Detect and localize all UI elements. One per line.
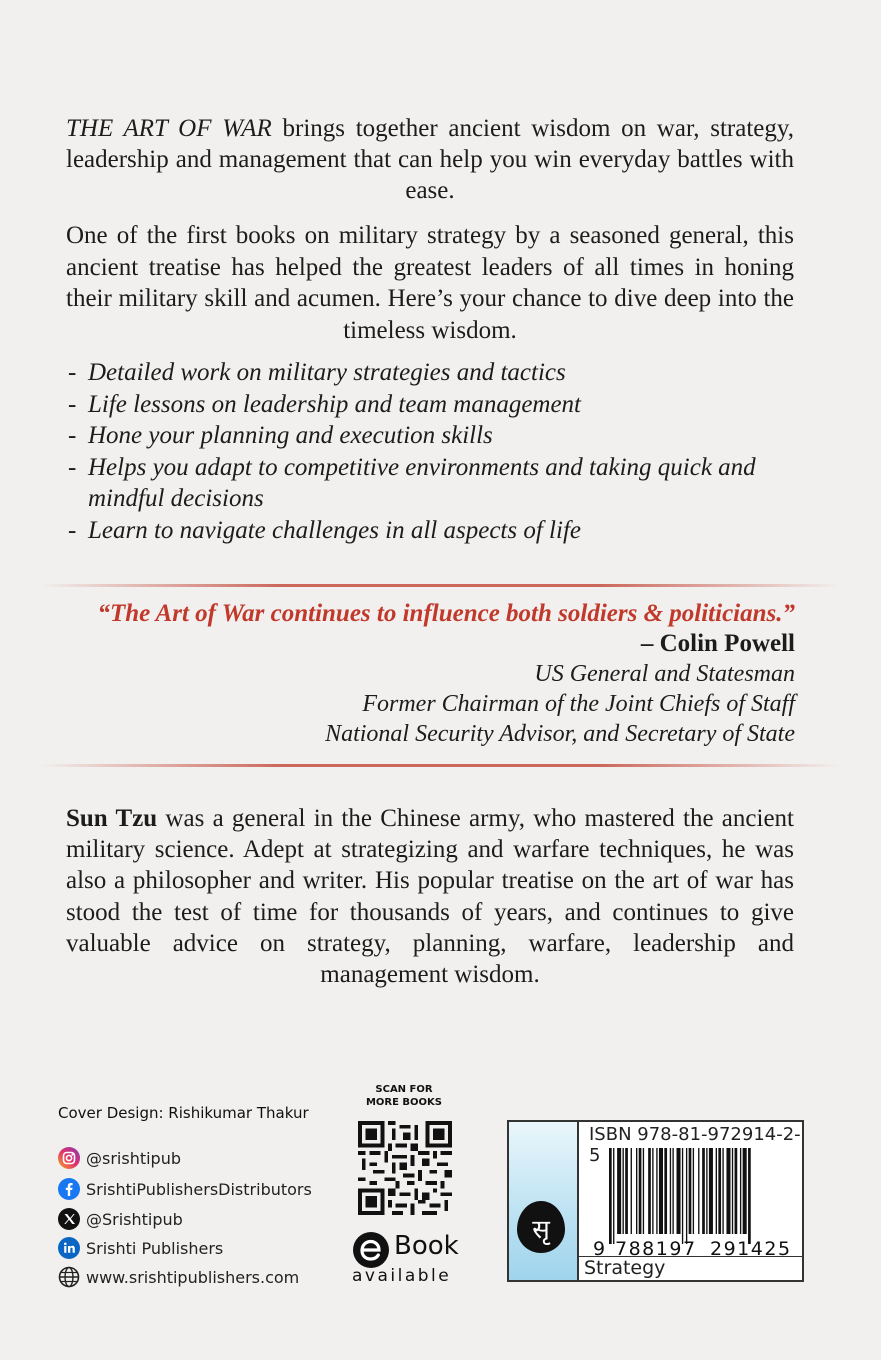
barcode-bar: [652, 1148, 653, 1234]
x-icon: [58, 1208, 80, 1230]
instagram-icon: [58, 1147, 80, 1169]
barcode-bar: [743, 1148, 747, 1234]
quote-author: – Colin Powell: [640, 630, 795, 657]
social-linkedin[interactable]: [58, 1237, 223, 1259]
barcode-bar: [722, 1148, 723, 1234]
barcode-bar: [740, 1148, 741, 1234]
publisher-logo-glyph: सृ: [532, 1215, 550, 1245]
barcode-bar: [748, 1148, 751, 1244]
barcode-bar: [698, 1148, 699, 1234]
publisher-logo-strip: [509, 1122, 579, 1280]
barcode-bar: [648, 1148, 651, 1234]
social-label: @Srishtipub: [86, 1209, 183, 1229]
barcode-bar: [726, 1148, 730, 1234]
intro-text: brings together ancient wisdom on war, strategy, leadership and management that can help you win everyday battles with ease.: [66, 115, 794, 204]
barcode-bar: [643, 1148, 644, 1234]
barcode-bar: [623, 1148, 624, 1234]
list-item: - Detailed work on military strategies and tactics: [66, 357, 766, 389]
barcode-bar: [682, 1148, 683, 1244]
barcode-bar: [609, 1148, 612, 1244]
quote-credit: Former Chairman of the Joint Chiefs of Staff: [362, 691, 795, 717]
barcode-bar: [670, 1148, 671, 1234]
barcode-bar: [625, 1148, 628, 1234]
ebook-available: available: [352, 1266, 452, 1286]
website-url: www.srishtipublishers.com: [86, 1267, 300, 1287]
qr-code[interactable]: [358, 1121, 452, 1215]
intro-paragraph: [66, 113, 794, 206]
barcode-digit-prefix: 9: [593, 1238, 606, 1258]
social-instagram[interactable]: [58, 1147, 181, 1169]
ebook-label: Book: [394, 1231, 459, 1261]
barcode-bar: [732, 1148, 733, 1234]
isbn-number: ISBN 978-81-972914-2-5: [589, 1124, 801, 1166]
list-item: - Helps you adapt to competitive environments and taking quick and mindful decisions: [66, 452, 766, 515]
ebook-e-icon: [352, 1231, 390, 1269]
list-item: - Learn to navigate challenges in all aspects of life: [66, 515, 766, 547]
barcode-bar: [664, 1148, 667, 1234]
barcode-bar: [672, 1148, 673, 1234]
barcode-bar: [639, 1148, 642, 1234]
barcode-bar: [613, 1148, 614, 1244]
globe-icon: [58, 1266, 80, 1288]
barcode-bar: [617, 1148, 621, 1234]
barcode-bar: [656, 1148, 657, 1234]
barcode-digits-left: 788197: [615, 1238, 697, 1258]
author-bio: [66, 803, 794, 990]
author-bio-text: was a general in the Chinese army, who mastered the ancient military science. Adept at strategizing and warfare techniques, he was also a philosopher and writer. His popular treatise on the art of war has stood the test of time for thousands of years, and continues to give valuable advice on strategy, planning, warfare, leadership and management wisdom.: [66, 805, 794, 989]
isbn-barcode-box: [507, 1120, 804, 1282]
linkedin-icon: [58, 1237, 80, 1259]
scan-line: MORE BOOKS: [365, 1097, 443, 1108]
scan-line: SCAN FOR: [375, 1084, 433, 1095]
barcode-bar: [659, 1148, 663, 1234]
barcode-bar: [631, 1148, 632, 1234]
bottom-divider: [40, 764, 840, 767]
social-label: Srishti Publishers: [86, 1238, 224, 1258]
social-label: @srishtipub: [86, 1148, 182, 1168]
barcode-bar: [689, 1148, 692, 1234]
cover-design-credit: Cover Design: Rishikumar Thakur: [58, 1104, 309, 1122]
social-label: SrishtiPublishersDistributors: [86, 1179, 312, 1199]
list-item: - Life lessons on leadership and team management: [66, 389, 766, 421]
barcode-bar: [706, 1148, 707, 1234]
barcode-bar: [716, 1148, 717, 1234]
barcode: [587, 1148, 799, 1258]
barcode-bar: [718, 1148, 721, 1234]
list-item: - Hone your planning and execution skills: [66, 420, 766, 452]
barcode-bar: [702, 1148, 705, 1234]
barcode-bar: [735, 1148, 738, 1234]
facebook-icon: [58, 1178, 80, 1200]
barcode-bar: [636, 1148, 637, 1234]
barcode-bar: [693, 1148, 694, 1234]
intro-paragraph-2: One of the first books on military strategy by a seasoned general, this ancient treatise has helped the greatest leaders of all times in honing their military skill and acumen. Here’s your chance to dive deep into the timeless wisdom.: [66, 222, 794, 344]
book-title: THE ART OF WAR: [66, 115, 272, 142]
barcode-bar: [686, 1148, 687, 1244]
quote-text: “The Art of War continues to influence both soldiers & politicians.”: [97, 600, 795, 627]
category-label: Strategy: [579, 1256, 802, 1280]
top-divider: [40, 584, 840, 587]
barcode-bar: [677, 1148, 681, 1234]
quote-block: [40, 599, 795, 749]
author-name: Sun Tzu: [66, 805, 158, 832]
quote-credit: US General and Statesman: [534, 661, 795, 687]
quote-credit: National Security Advisor, and Secretary of State: [325, 721, 795, 747]
publisher-logo: [517, 1201, 565, 1253]
barcode-bar: [709, 1148, 713, 1234]
social-facebook[interactable]: [58, 1178, 312, 1200]
feature-list: [66, 357, 766, 546]
social-x[interactable]: [58, 1208, 183, 1230]
scan-prompt: [352, 1083, 456, 1109]
website-link[interactable]: [58, 1266, 299, 1288]
barcode-digits-right: 291425: [710, 1238, 792, 1258]
